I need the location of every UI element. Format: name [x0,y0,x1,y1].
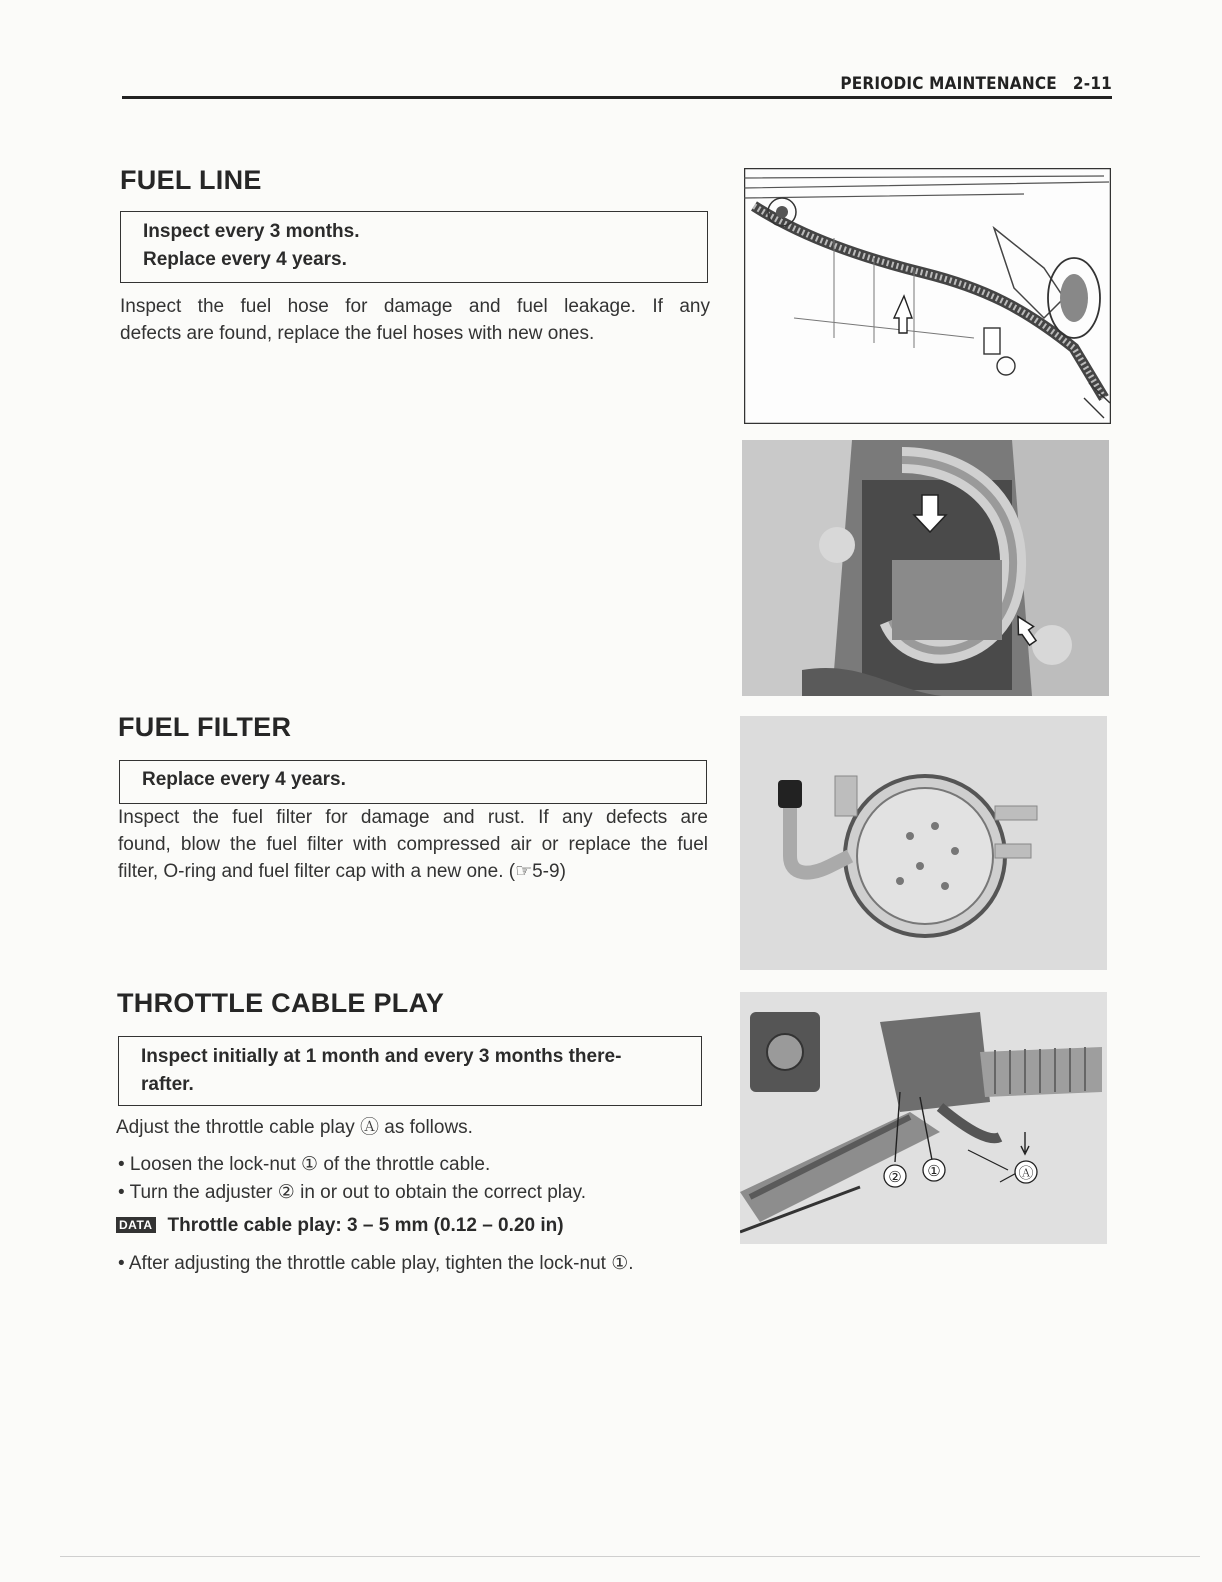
throttle-interval-box [118,1036,702,1106]
page-header [122,74,1112,104]
throttle-intro: Adjust the throttle cable play Ⓐ as follows. [116,1117,473,1138]
header-rule [122,96,1112,99]
fuel-hose-photo [742,440,1109,696]
callout-adjuster: ② [888,1168,902,1186]
fuel-line-interval-box [120,211,708,283]
throttle-spec [116,1215,564,1237]
header-section: PERIODIC MAINTENANCE [840,74,1057,94]
bottom-rule [60,1556,1200,1557]
fuel-filter-photo [740,716,1107,970]
fuel-filter-interval-box [119,760,707,804]
fuel-line-paragraph [120,293,710,347]
fuel-line-title: FUEL LINE [120,165,262,195]
fuel-filter-title: FUEL FILTER [118,712,292,742]
fuel-line-interval-1: Inspect every 3 months. [143,221,360,242]
fuel-filter-para-2: found, blow the fuel filter with compressed air or replace the fuel [118,834,708,855]
fuel-filter-para-1: Inspect the fuel filter for damage and rust. If any defects are [118,807,708,828]
callout-locknut: ① [927,1162,941,1180]
fuel-line-illustration [744,168,1111,424]
fuel-line-interval-2: Replace every 4 years. [143,249,347,270]
fuel-line-para-2: defects are found, replace the fuel hoses with new ones. [120,323,595,344]
throttle-step-1: • Loosen the lock-nut ① of the throttle cable. [118,1154,491,1175]
throttle-title: THROTTLE CABLE PLAY [117,988,445,1018]
throttle-photo [740,992,1107,1244]
fuel-filter-interval: Replace every 4 years. [142,769,346,790]
fuel-filter-paragraph [118,804,708,885]
header-text [840,74,1112,94]
page-number: 2-11 [1072,74,1112,94]
throttle-interval-1: Inspect initially at 1 month and every 3 months there- [141,1046,622,1067]
fuel-line-para-1: Inspect the fuel hose for damage and fuel leakage. If any [120,296,710,317]
throttle-interval-2: rafter. [141,1074,194,1095]
throttle-spec-text: Throttle cable play: 3 – 5 mm (0.12 – 0.20 in) [167,1215,564,1236]
fuel-filter-para-3: filter, O-ring and fuel filter cap with a new one. (☞5-9) [118,861,566,882]
data-icon: DATA [116,1217,156,1233]
callout-play: Ⓐ [1018,1164,1034,1182]
throttle-step-3: • After adjusting the throttle cable play, tighten the lock-nut ①. [118,1253,634,1274]
throttle-step-2: • Turn the adjuster ② in or out to obtain the correct play. [118,1182,586,1203]
